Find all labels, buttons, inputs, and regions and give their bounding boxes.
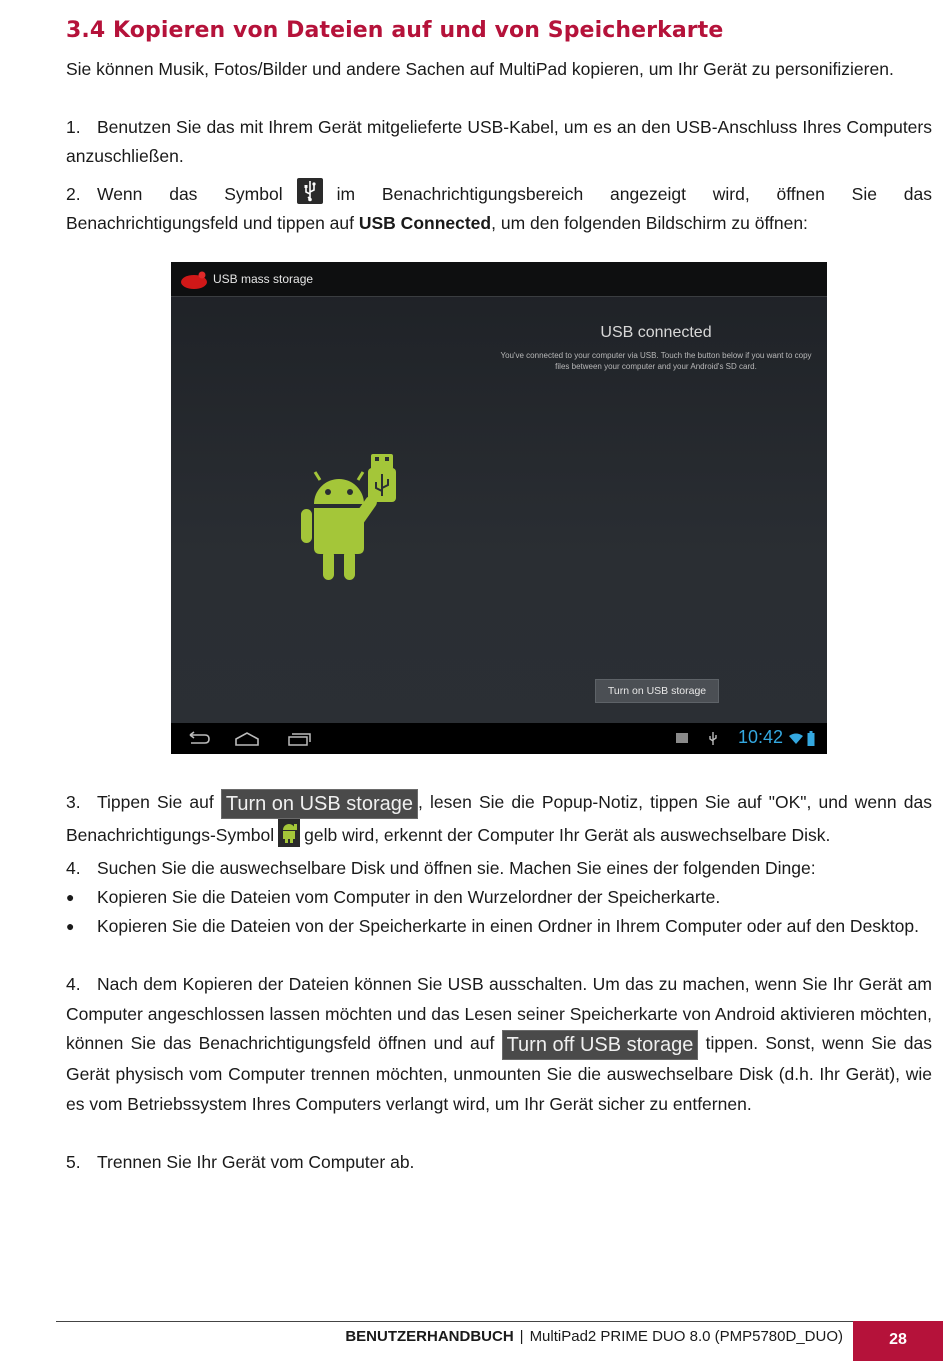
footer-divider: [56, 1321, 853, 1322]
screenshot-bar-title: USB mass storage: [213, 272, 314, 286]
android-usb-icon: [296, 452, 406, 587]
screenshot-title: USB connected: [600, 324, 712, 341]
section-heading: 3.4 Kopieren von Dateien auf und von Speicherkarte: [66, 18, 724, 43]
android-notification-icon: [278, 819, 300, 847]
turn-off-usb-storage-button-image: Turn off USB storage: [502, 1030, 699, 1060]
step-2: [66, 178, 932, 238]
step-number: 3.: [66, 792, 81, 812]
home-icon[interactable]: [234, 731, 260, 747]
wifi-icon: [788, 733, 804, 745]
footer-manual-label: BENUTZERHANDBUCH: [345, 1328, 514, 1345]
step-text: Trennen Sie Ihr Gerät vom Computer ab.: [97, 1152, 415, 1172]
step-number: 2.: [66, 184, 81, 204]
step-4a: [66, 854, 932, 883]
step-text-pre: Nach dem Kopieren der Dateien können Sie USB ausschalten. Um das zu machen, wenn Sie Ihr Gerät am Computer angeschlossen lassen möchten und das Lesen seiner Speicherkarte von Android aktivieren möchten, können Sie das Benachrichtigungsfeld öffnen und auf: [66, 974, 932, 1053]
bullet-icon: ●: [66, 918, 75, 934]
screenshot-system-bar: [171, 723, 827, 754]
step-number: 4.: [66, 858, 81, 878]
step-number: 5.: [66, 1152, 81, 1172]
step-5: [66, 1148, 932, 1177]
page-number: 28: [853, 1321, 943, 1361]
usb-notification-icon: [707, 731, 719, 747]
bullet-icon: ●: [66, 889, 75, 905]
step-4b: [66, 970, 932, 1119]
step-text-end: , um den folgenden Bildschirm zu öffnen:: [491, 213, 808, 233]
turn-on-usb-storage-button-image: Turn on USB storage: [221, 789, 418, 819]
intro-paragraph: Sie können Musik, Fotos/Bilder und andere Sachen auf MultiPad kopieren, um Ihr Gerät zu personifizieren.: [66, 59, 894, 79]
footer-separator: |: [519, 1328, 524, 1345]
usb-symbol-icon: [297, 178, 323, 204]
screenshot-action-bar: [171, 262, 827, 297]
step-3: [66, 786, 932, 851]
step-text-pre: Tippen Sie auf: [97, 792, 214, 812]
app-logo-icon: [179, 270, 209, 290]
step-text: Benutzen Sie das mit Ihrem Gerät mitgelieferte USB-Kabel, um es an den USB-Anschluss Ihres Computers anzuschließen.: [66, 117, 932, 166]
bullet-text: Kopieren Sie die Dateien vom Computer in den Wurzelordner der Speicherkarte.: [97, 887, 721, 907]
step-text: Suchen Sie die auswechselbare Disk und öffnen sie. Machen Sie eines der folgenden Dinge:: [97, 858, 816, 878]
bullet-item: [66, 912, 932, 941]
step-text-pre: Wenn das Symbol: [97, 184, 283, 204]
battery-icon: [807, 731, 815, 746]
step-text-post: im Benachrichtigungsbereich angezeigt wird, öffnen Sie das Benachrichtigungsfeld und tippen auf: [66, 184, 932, 233]
usb-connected-screenshot: [171, 262, 827, 754]
step-number: 4.: [66, 974, 81, 994]
step-number: 1.: [66, 117, 81, 137]
usb-connected-label: USB Connected: [358, 213, 492, 233]
step-text-post: tippen. Sonst, wenn Sie das Gerät physisch vom Computer trennen möchten, unmounten Sie die auswechselbare Disk (d.h. Ihr Gerät), wie es vom Betriebssystem Ihres Computers verlangt wird, um Ihr Gerät sicher zu entfernen.: [66, 1033, 932, 1114]
gallery-notification-icon: [675, 731, 689, 745]
screenshot-description: You've connected to your computer via USB. Touch the button below if you want to copy files between your computer and your Android's SD card.: [500, 351, 812, 371]
footer: [56, 1328, 843, 1345]
bullet-text: Kopieren Sie die Dateien von der Speicherkarte in einen Ordner in Ihrem Computer oder auf den Desktop.: [97, 916, 919, 936]
step-text-post: gelb wird, erkennt der Computer Ihr Gerät als auswechselbare Disk.: [304, 825, 831, 845]
status-clock: 10:42: [737, 727, 783, 747]
step-text-mid: , lesen Sie die Popup-Notiz, tippen Sie auf "OK", und wenn das Benachrichtigungs-Symbol: [66, 792, 932, 845]
turn-on-usb-storage-button[interactable]: Turn on USB storage: [595, 679, 719, 703]
footer-product: MultiPad2 PRIME DUO 8.0 (PMP5780D_DUO): [529, 1328, 843, 1345]
step-1: [66, 113, 932, 171]
back-icon[interactable]: [185, 731, 211, 747]
recent-apps-icon[interactable]: [287, 731, 313, 747]
bullet-item: [66, 883, 932, 912]
